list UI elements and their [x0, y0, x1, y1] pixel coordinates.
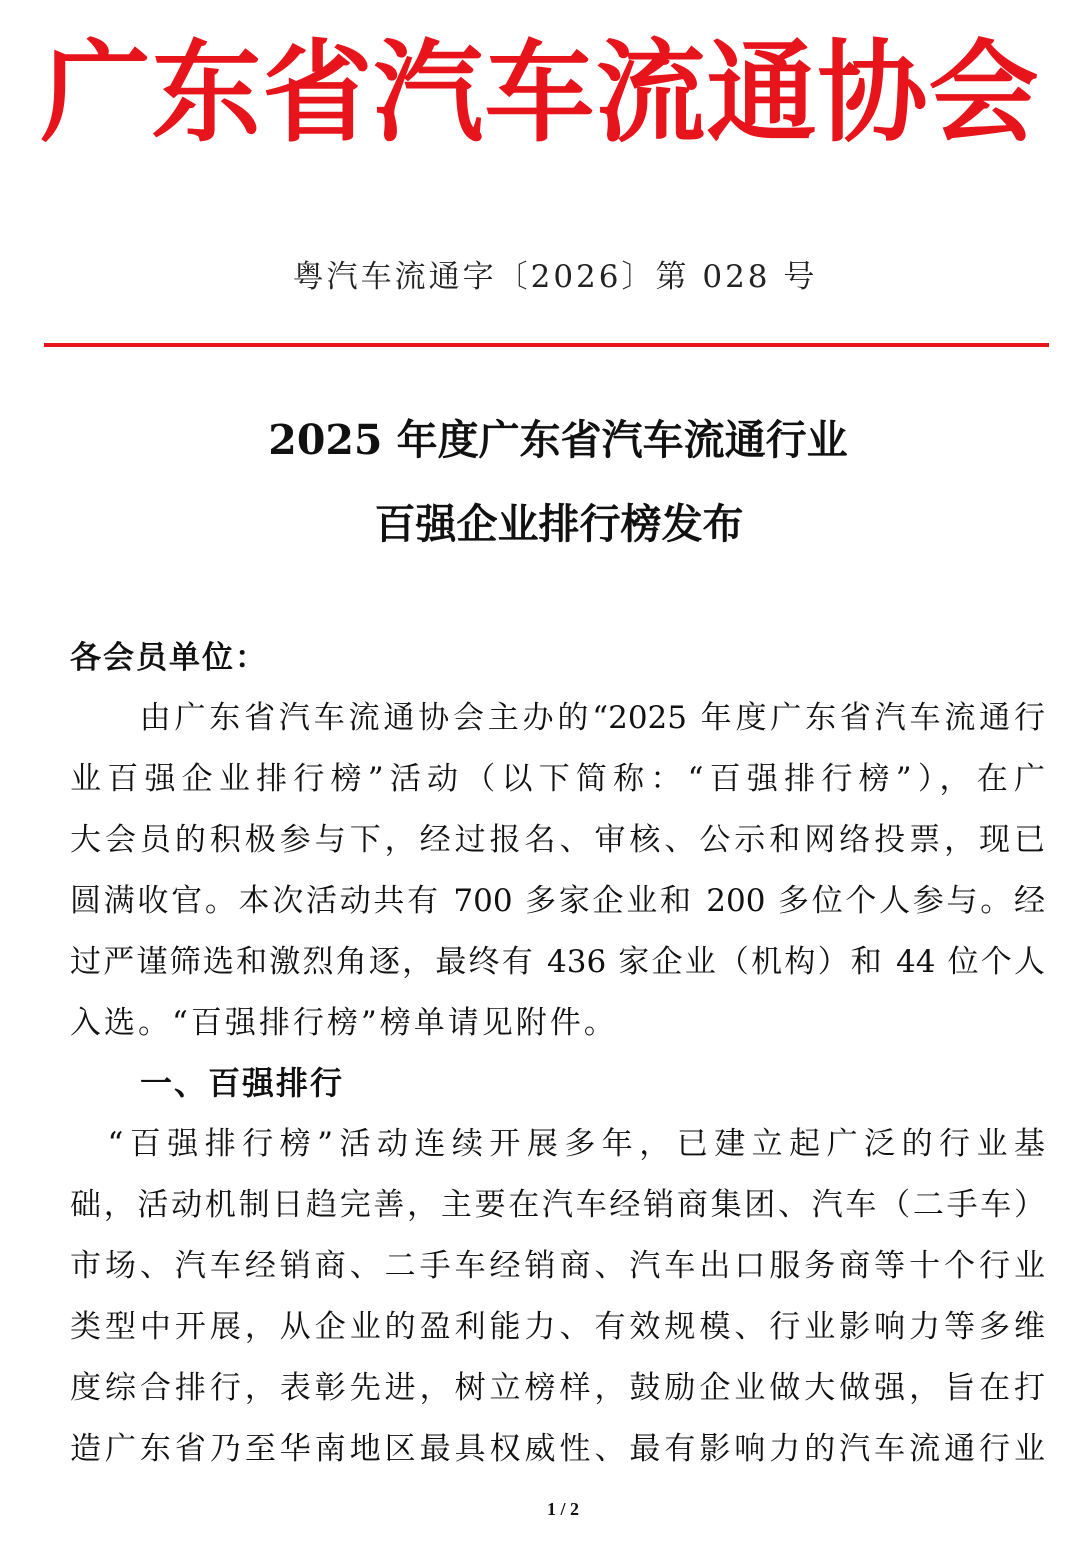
- paragraph-line: 市场、汽车经销商、二手车经销商、汽车出口服务商等十个行业: [70, 1248, 1045, 1284]
- paragraph-line: 由广东省汽车流通协会主办的“2025 年度广东省汽车流通行: [70, 700, 1045, 736]
- paragraph-line: 入选。“百强排行榜”榜单请见附件。: [70, 1005, 618, 1041]
- document-title-line-1: 2025 年度广东省汽车流通行业: [268, 416, 848, 464]
- section-heading: 一、百强排行: [140, 1064, 345, 1102]
- paragraph-line: 圆满收官。本次活动共有 700 多家企业和 200 多位个人参与。经: [70, 883, 1045, 919]
- paragraph-line: 过严谨筛选和激烈角逐，最终有 436 家企业（机构）和 44 位个人: [70, 944, 1045, 980]
- salutation: 各会员单位：: [70, 640, 268, 676]
- paragraph-line: 度综合排行，表彰先进，树立榜样，鼓励企业做大做强，旨在打: [70, 1370, 1045, 1406]
- paragraph-line: “百强排行榜”活动连续开展多年，已建立起广泛的行业基: [70, 1126, 1045, 1162]
- paragraph-line: 造广东省乃至华南地区最具权威性、最有影响力的汽车流通行业: [70, 1431, 1045, 1467]
- document-title-line-2: 百强企业排行榜发布: [374, 500, 744, 548]
- paragraph-line: 业百强企业排行榜”活动（以下简称：“百强排行榜”），在广: [70, 761, 1045, 797]
- page-indicator: 1 / 2: [546, 1499, 579, 1519]
- document-number: 粤汽车流通字〔2026〕第 028 号: [292, 259, 818, 295]
- red-divider-line: [44, 343, 1049, 347]
- paragraph-line: 础，活动机制日趋完善，主要在汽车经销商集团、汽车（二手车）: [70, 1187, 1045, 1223]
- organization-masthead: 广东省汽车流通协会: [40, 28, 1040, 157]
- paragraph-line: 类型中开展，从企业的盈利能力、有效规模、行业影响力等多维: [70, 1309, 1045, 1345]
- paragraph-line: 大会员的积极参与下，经过报名、审核、公示和网络投票，现已: [70, 822, 1045, 858]
